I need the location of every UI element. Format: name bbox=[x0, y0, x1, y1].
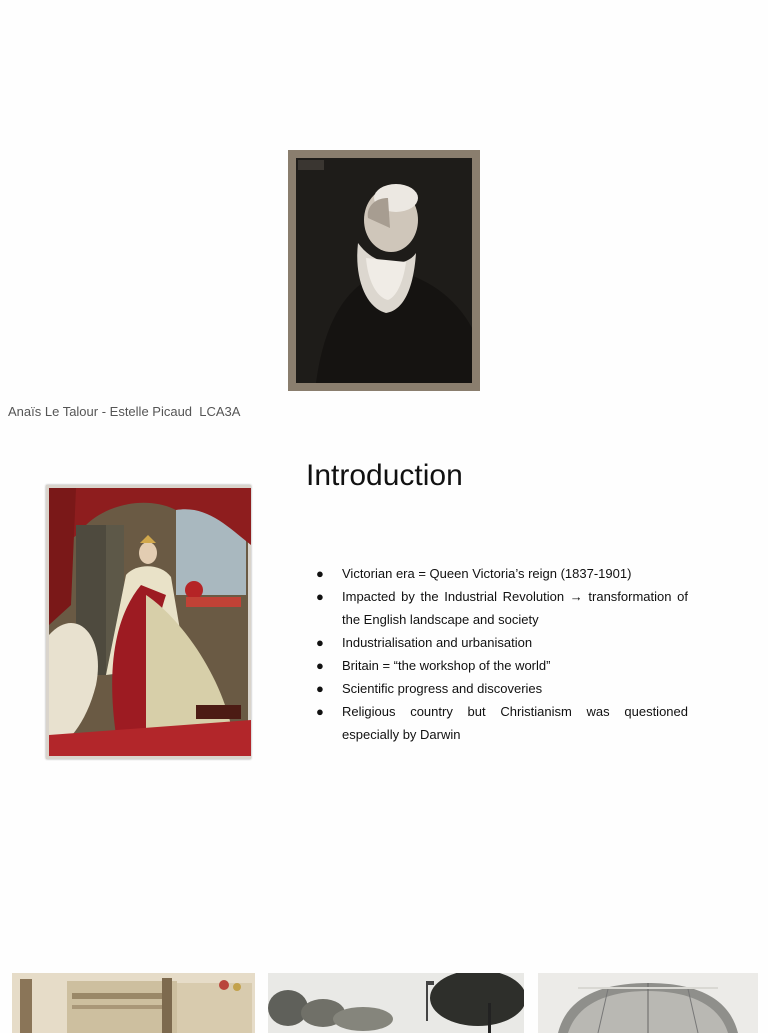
list-item-text: Religious country but Christianism was questioned especially by Darwin bbox=[342, 704, 688, 742]
crystal-palace-engraving bbox=[538, 973, 758, 1033]
victorian-street-illustration bbox=[12, 973, 255, 1033]
list-item-text: Industrialisation and urbanisation bbox=[342, 635, 533, 650]
list-item-text: Britain = “the workshop of the world” bbox=[342, 658, 551, 673]
list-item bbox=[316, 585, 688, 631]
darwin-portrait-image bbox=[296, 158, 472, 383]
bullet-icon: ● bbox=[316, 589, 324, 604]
queen-victoria-painting bbox=[46, 485, 251, 759]
list-item bbox=[316, 700, 688, 746]
list-item-text: Impacted by the Industrial Revolution → transformation of the English landscape and society bbox=[342, 589, 688, 627]
bullet-icon: ● bbox=[316, 635, 324, 650]
victorian-park-photograph bbox=[268, 973, 524, 1033]
list-item bbox=[316, 654, 688, 677]
bullet-icon: ● bbox=[316, 658, 324, 673]
list-item-text: Victorian era = Queen Victoria’s reign (1837-1901) bbox=[342, 566, 632, 581]
intro-title: Introduction bbox=[306, 459, 463, 492]
list-item bbox=[316, 677, 688, 700]
bullet-icon: ● bbox=[316, 681, 324, 696]
bullet-icon: ● bbox=[316, 566, 324, 581]
authors-line: Anaïs Le Talour - Estelle Picaud LCA3A bbox=[8, 404, 241, 419]
list-item bbox=[316, 562, 688, 585]
darwin-portrait bbox=[288, 150, 480, 391]
list-item bbox=[316, 631, 688, 654]
list-item-text: Scientific progress and discoveries bbox=[342, 681, 543, 696]
bullet-icon: ● bbox=[316, 704, 324, 719]
intro-bullet-list bbox=[316, 562, 688, 746]
